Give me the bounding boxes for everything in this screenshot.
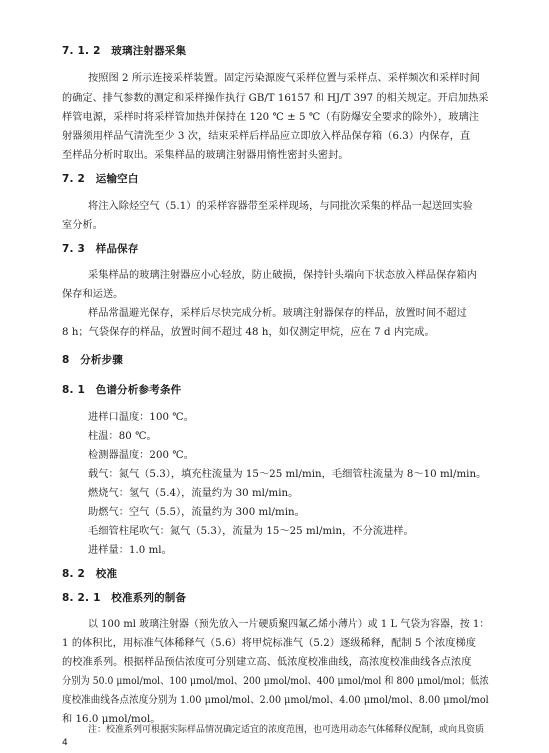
paragraph-line: 射器须用样品气清洗至少 3 次，结束采样后样品应立即放入样品保存箱（6.3）内保存，直 xyxy=(62,131,471,142)
condition-line: 检测器温度：200 ℃。 xyxy=(88,450,194,461)
condition-line: 载气：氮气（5.3），填充柱流量为 15～25 ml/min，毛细管柱流量为 8～10 ml/min。 xyxy=(88,469,487,480)
note: 注：校准系列可根据实际样品情况确定适宜的浓度范围，也可选用动态气体稀释仪配制，或向具资质 xyxy=(88,725,485,735)
condition-line: 柱温：80 ℃。 xyxy=(88,431,157,442)
paragraph-line: 和 16.0 μmol/mol。 xyxy=(62,714,161,725)
condition-line: 助燃气：空气（5.5），流量约为 300 ml/min。 xyxy=(88,507,305,518)
paragraph-line: 以 100 ml 玻璃注射器（预先放入一片硬质聚四氟乙烯小薄片）或 1 L 气袋为容器，按 1： xyxy=(88,619,490,630)
section-heading-7-2: 7. 2 运输空白 xyxy=(62,173,139,185)
paragraph-line: 的校准系列。根据样品预估浓度可分别建立高、低浓度校准曲线，高浓度校准曲线各点浓度 xyxy=(62,657,472,668)
paragraph-line: 至样品分析时取出。采集样品的玻璃注射器用惰性密封头密封。 xyxy=(62,150,349,161)
paragraph-line: 1 的体积比，用标准气体稀释气（5.6）将甲烷标准气（5.2）逐级稀释，配制 5 个浓度梯度 xyxy=(62,638,476,649)
paragraph-line: 样管电源，采样时将采样管加热并保持在 120 ℃ ± 5 ℃（有防爆安全要求的除外），玻璃注 xyxy=(62,112,480,123)
paragraph-line: 采集样品的玻璃注射器应小心轻放，防止破损，保持针头端向下状态放入样品保存箱内 xyxy=(88,270,478,281)
paragraph-line: 的确定、排气参数的测定和采样操作执行 GB/T 16157 和 HJ/T 397 的相关规定。开启加热采 xyxy=(62,93,489,104)
paragraph-line: 样品常温避光保存，采样后尽快完成分析。玻璃注射器保存的样品，放置时间不超过 xyxy=(88,308,467,319)
condition-line: 燃烧气：氢气（5.4），流量约为 30 ml/min。 xyxy=(88,488,299,499)
section-heading-8-2-1: 8. 2. 1 校准系列的制备 xyxy=(62,592,187,604)
paragraph-line: 分别为 50.0 μmol/mol、100 μmol/mol、200 μmol/mol、400 μmol/mol 和 800 μmol/mol；低浓 xyxy=(62,676,489,687)
paragraph-line: 保存和运送。 xyxy=(62,289,124,300)
section-heading-8-1: 8. 1 色谱分析参考条件 xyxy=(62,384,182,396)
section-heading-7-3: 7. 3 样品保存 xyxy=(62,243,139,255)
paragraph-line: 按照图 2 所示连接采样装置。固定污染源废气采样位置与采样点、采样频次和采样时间 xyxy=(88,73,480,84)
paragraph-line: 室分析。 xyxy=(62,220,103,231)
paragraph-line: 将注入除烃空气（5.1）的采样容器带至采样现场，与同批次采集的样品一起送回实验 xyxy=(88,201,473,212)
page-number: 4 xyxy=(62,738,68,748)
paragraph-line: 度校准曲线各点浓度分别为 1.00 μmol/mol、2.00 μmol/mol、4.00 μmol/mol、8.00 μmol/mol xyxy=(62,695,489,706)
condition-line: 进样口温度：100 ℃。 xyxy=(88,412,194,423)
condition-line: 毛细管柱尾吹气：氮气（5.3），流量为 15～25 ml/min，不分流进样。 xyxy=(88,526,414,537)
condition-line: 进样量：1.0 ml。 xyxy=(88,545,172,556)
section-heading-8-2: 8. 2 校准 xyxy=(62,568,118,580)
paragraph-line: 8 h；气袋保存的样品，放置时间不超过 48 h，如仅测定甲烷，应在 7 d 内完成。 xyxy=(62,327,435,338)
section-heading-7-1-2: 7. 1. 2 玻璃注射器采集 xyxy=(62,45,187,57)
section-heading-8: 8 分析步骤 xyxy=(62,354,124,366)
